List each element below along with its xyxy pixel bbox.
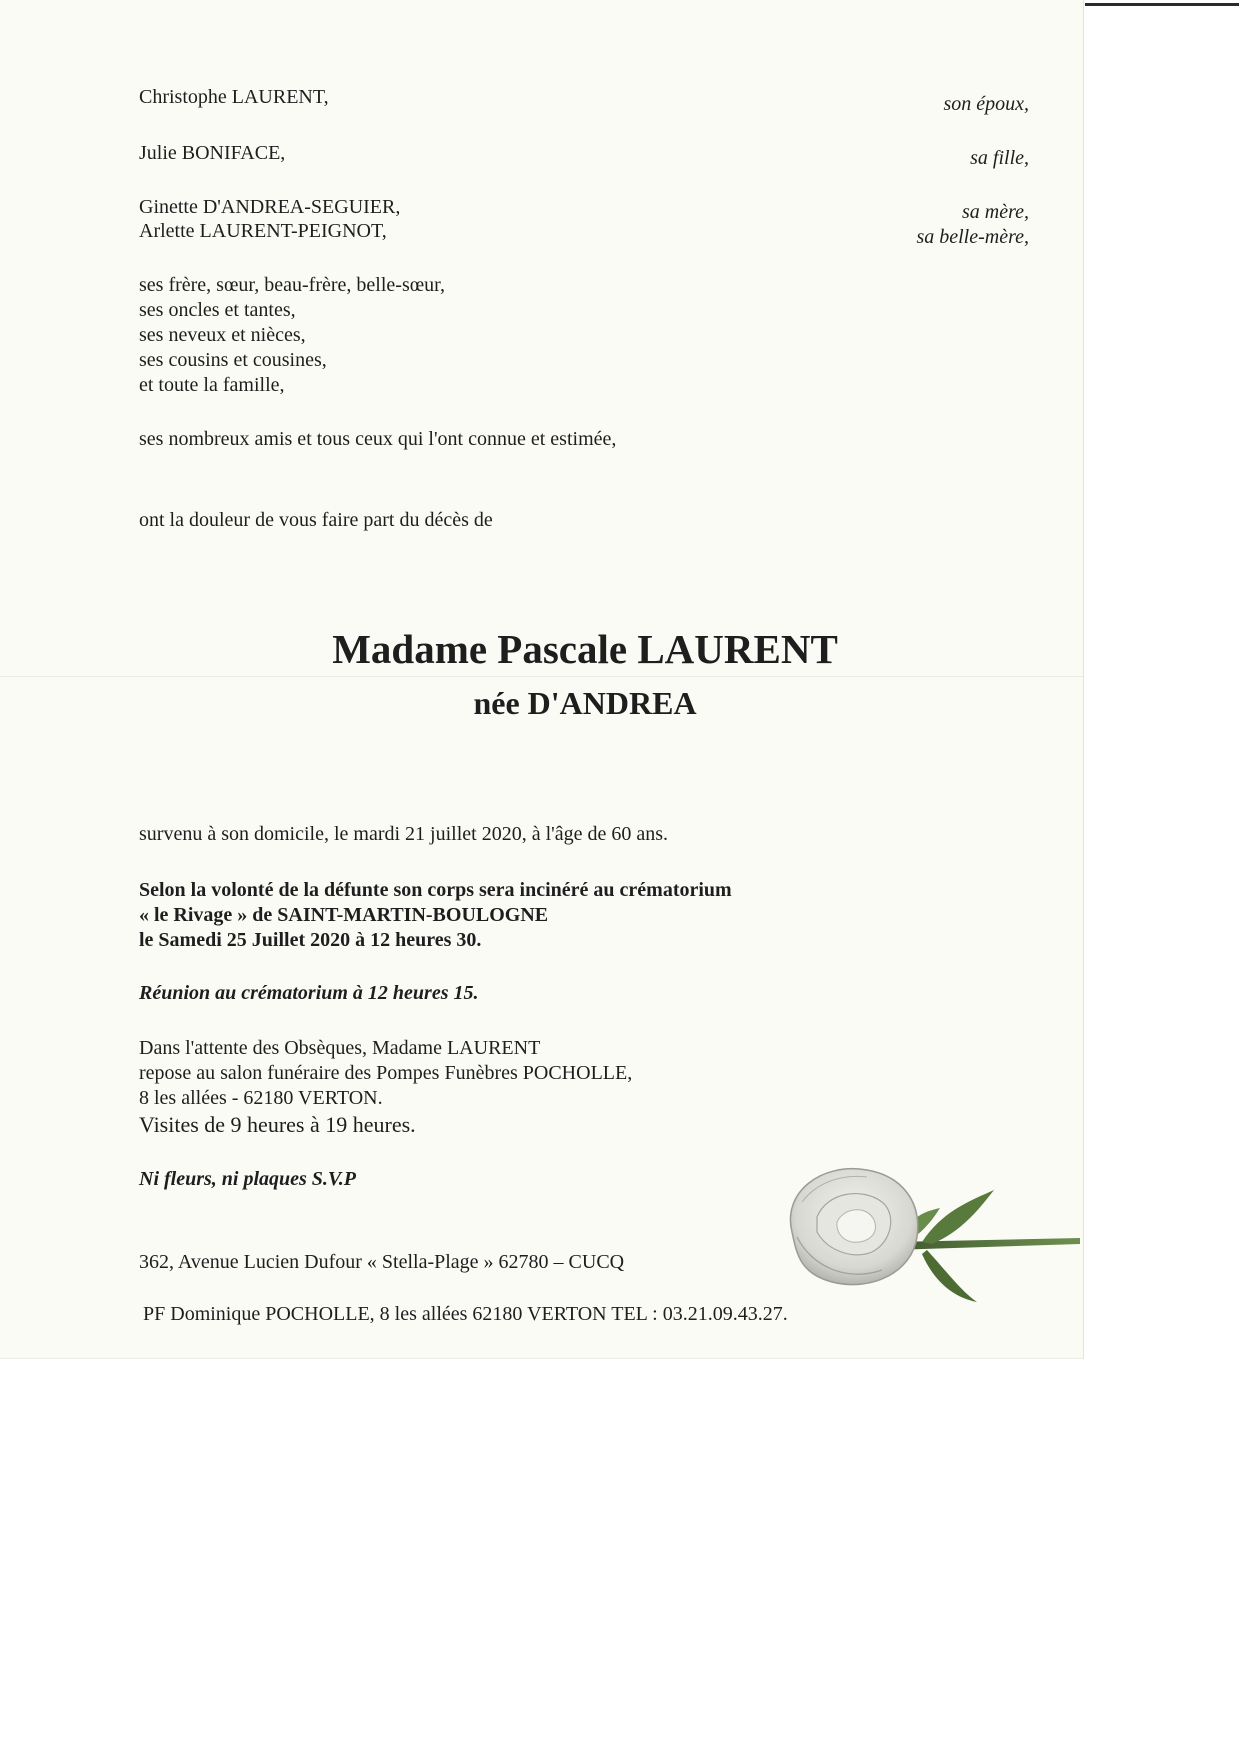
rest-line: Dans l'attente des Obsèques, Madame LAURENT xyxy=(139,1037,541,1059)
mother-relation: sa mère, xyxy=(961,201,1029,223)
spouse-name: Christophe LAURENT, xyxy=(139,86,329,108)
friends-line: ses nombreux amis et tous ceux qui l'ont connue et estimée, xyxy=(139,428,617,450)
rest-info xyxy=(139,1036,632,1111)
cremation-line: Selon la volonté de la défunte son corps sera incinéré au crématorium xyxy=(139,879,732,901)
relatives-line: ses cousins et cousines, xyxy=(139,349,327,371)
funeral-home-line: PF Dominique POCHOLLE, 8 les allées 62180 VERTON TEL : 03.21.09.43.27. xyxy=(143,1303,788,1325)
mother-name: Ginette D'ANDREA-SEGUIER, xyxy=(139,196,401,218)
white-rose-icon xyxy=(772,1142,1082,1342)
cremation-line: le Samedi 25 Juillet 2020 à 12 heures 30. xyxy=(139,929,482,951)
no-flowers-note: Ni fleurs, ni plaques S.V.P xyxy=(139,1168,356,1190)
relatives-line: ses neveux et nièces, xyxy=(139,324,306,346)
meeting-info: Réunion au crématorium à 12 heures 15. xyxy=(139,982,479,1004)
top-edge-rule xyxy=(1085,3,1239,6)
mother-in-law-name: Arlette LAURENT-PEIGNOT, xyxy=(139,220,387,242)
address-line: 362, Avenue Lucien Dufour « Stella-Plage » 62780 – CUCQ xyxy=(139,1251,625,1273)
mother-in-law-relation: sa belle-mère, xyxy=(916,226,1029,248)
visits-info: Visites de 9 heures à 19 heures. xyxy=(139,1112,416,1137)
announcement-line: ont la douleur de vous faire part du décès de xyxy=(139,509,493,531)
relatives-line: ses oncles et tantes, xyxy=(139,299,296,321)
fold-line xyxy=(0,676,1083,677)
deceased-maiden-name: née D'ANDREA xyxy=(473,685,697,721)
relatives-line: ses frère, sœur, beau-frère, belle-sœur, xyxy=(139,274,446,296)
daughter-relation: sa fille, xyxy=(970,147,1029,169)
cremation-line: « le Rivage » de SAINT-MARTIN-BOULOGNE xyxy=(139,904,549,926)
spouse-relation: son époux, xyxy=(943,93,1029,115)
relatives-line: et toute la famille, xyxy=(139,374,285,396)
cremation-info xyxy=(139,878,732,953)
deceased-name: Madame Pascale LAURENT xyxy=(332,626,838,672)
relatives-list xyxy=(139,273,445,398)
rest-line: repose au salon funéraire des Pompes Funèbres POCHOLLE, xyxy=(139,1062,633,1084)
death-info: survenu à son domicile, le mardi 21 juillet 2020, à l'âge de 60 ans. xyxy=(139,823,669,845)
daughter-name: Julie BONIFACE, xyxy=(139,142,286,164)
rest-line: 8 les allées - 62180 VERTON. xyxy=(139,1087,383,1109)
